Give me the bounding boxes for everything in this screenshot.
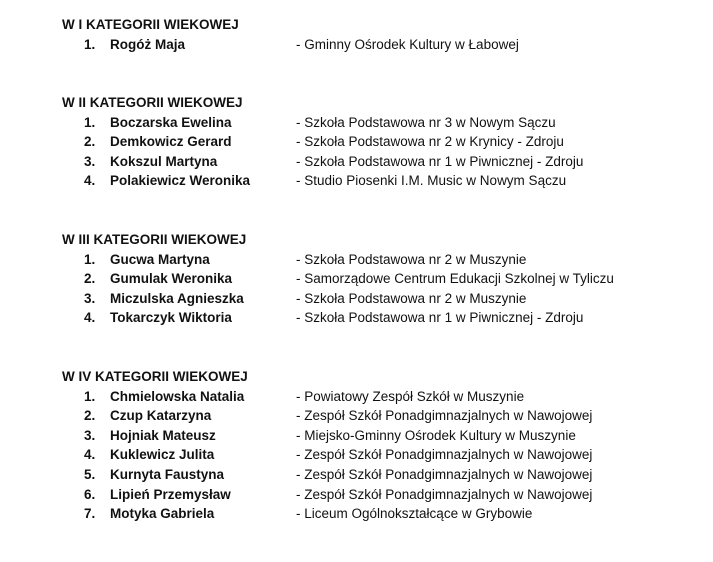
institution-name: - Zespół Szkół Ponadgimnazjalnych w Nawojowej	[296, 408, 593, 424]
institution-name: - Szkoła Podstawowa nr 2 w Muszynie	[296, 251, 527, 267]
list-item	[62, 289, 702, 309]
item-number: 1.	[84, 251, 96, 267]
category-title: W II KATEGORII WIEKOWEJ	[62, 95, 243, 110]
item-number: 3.	[84, 427, 96, 443]
participant-name: Lipień Przemysław	[110, 486, 231, 502]
item-number: 4.	[84, 173, 96, 189]
list-item	[62, 406, 702, 426]
participant-name: Polakiewicz Weronika	[110, 173, 251, 189]
institution-name: - Zespół Szkół Ponadgimnazjalnych w Nawojowej	[296, 466, 593, 482]
list-item	[62, 113, 702, 133]
item-number: 7.	[84, 506, 96, 522]
item-number: 1.	[84, 114, 96, 130]
institution-name: - Liceum Ogólnokształcące w Grybowie	[296, 506, 533, 522]
participant-name: Motyka Gabriela	[110, 506, 215, 522]
category-title: W I KATEGORII WIEKOWEJ	[62, 17, 239, 32]
institution-name: - Szkoła Podstawowa nr 2 w Muszynie	[296, 290, 527, 306]
item-number: 1.	[84, 388, 96, 404]
category-title: W III KATEGORII WIEKOWEJ	[62, 232, 247, 247]
participant-name: Miczulska Agnieszka	[110, 290, 244, 306]
institution-name: - Szkoła Podstawowa nr 3 w Nowym Sączu	[296, 114, 556, 130]
institution-name: - Gminny Ośrodek Kultury w Łabowej	[296, 36, 519, 52]
category-1-section	[62, 15, 702, 54]
item-number: 4.	[84, 310, 96, 326]
item-number: 1.	[84, 36, 96, 52]
list-item	[62, 426, 702, 446]
participant-name: Rogóż Maja	[110, 36, 186, 52]
item-number: 5.	[84, 466, 96, 482]
category-title: W IV KATEGORII WIEKOWEJ	[62, 369, 248, 384]
participant-name: Kurnyta Faustyna	[110, 466, 225, 482]
participant-name: Chmielowska Natalia	[110, 388, 245, 404]
list-item	[62, 132, 702, 152]
list-item	[62, 171, 702, 191]
category-3-section	[62, 230, 702, 328]
list-item	[62, 485, 702, 505]
list-item	[62, 387, 702, 407]
institution-name: - Szkoła Podstawowa nr 1 w Piwnicznej - Zdroju	[296, 310, 584, 326]
participant-name: Hojniak Mateusz	[110, 427, 216, 443]
item-number: 2.	[84, 408, 96, 424]
list-item	[62, 445, 702, 465]
institution-name: - Zespół Szkół Ponadgimnazjalnych w Nawojowej	[296, 486, 593, 502]
institution-name: - Zespół Szkół Ponadgimnazjalnych w Nawojowej	[296, 447, 593, 463]
list-item	[62, 250, 702, 270]
list-item	[62, 152, 702, 172]
participant-name: Kuklewicz Julita	[110, 447, 215, 463]
category-2-section	[62, 93, 702, 191]
list-item	[62, 269, 702, 289]
participant-name: Demkowicz Gerard	[110, 134, 232, 150]
institution-name: - Szkoła Podstawowa nr 2 w Krynicy - Zdroju	[296, 134, 564, 150]
item-number: 6.	[84, 486, 96, 502]
item-number: 3.	[84, 290, 96, 306]
institution-name: - Powiatowy Zespół Szkół w Muszynie	[296, 388, 525, 404]
item-number: 2.	[84, 134, 96, 150]
institution-name: - Samorządowe Centrum Edukacji Szkolnej w Tyliczu	[296, 271, 614, 287]
participant-name: Boczarska Ewelina	[110, 114, 232, 130]
participant-name: Kokszul Martyna	[110, 153, 218, 169]
list-item	[62, 465, 702, 485]
item-number: 4.	[84, 447, 96, 463]
institution-name: - Szkoła Podstawowa nr 1 w Piwnicznej - Zdroju	[296, 153, 584, 169]
participant-name: Tokarczyk Wiktoria	[110, 310, 232, 326]
participant-name: Czup Katarzyna	[110, 408, 212, 424]
list-item	[62, 308, 702, 328]
participant-name: Gumulak Weronika	[110, 271, 233, 287]
category-4-section	[62, 367, 702, 524]
participant-name: Gucwa Martyna	[110, 251, 210, 267]
list-item	[62, 35, 702, 55]
institution-name: - Studio Piosenki I.M. Music w Nowym Sączu	[296, 173, 567, 189]
institution-name: - Miejsko-Gminny Ośrodek Kultury w Muszynie	[296, 427, 576, 443]
item-number: 2.	[84, 271, 96, 287]
item-number: 3.	[84, 153, 96, 169]
list-item	[62, 504, 702, 524]
